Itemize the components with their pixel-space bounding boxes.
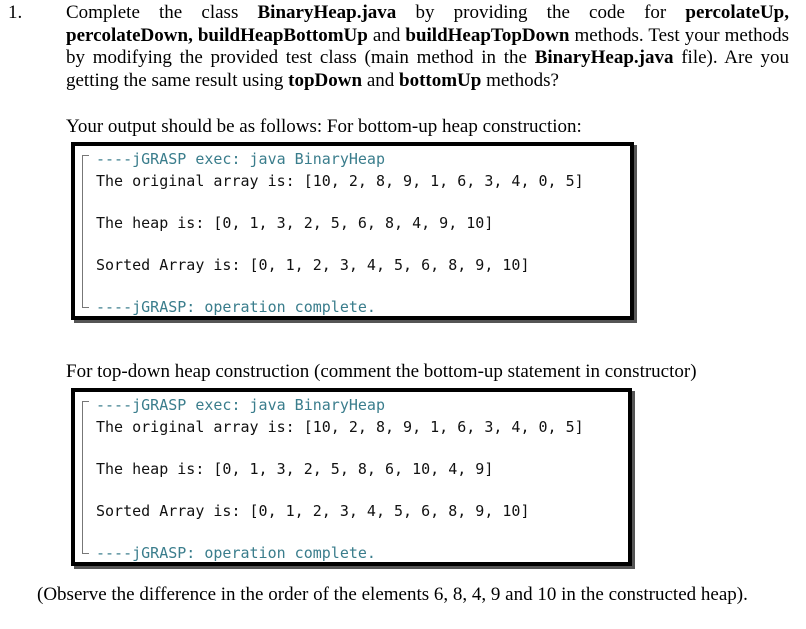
class-name-bold: BinaryHeap.java <box>257 2 397 23</box>
question-text: Complete the class <box>66 2 258 23</box>
question-text: methods. Test your methods by modifying the provided test class (main method in the <box>66 24 790 68</box>
question-text: and <box>362 69 399 91</box>
console-bracket <box>82 155 89 308</box>
bottomup-bold: bottomUp <box>399 69 482 91</box>
question-text: and <box>367 24 406 46</box>
top-down-console-output <box>71 388 632 566</box>
question-text: methods? <box>481 69 559 91</box>
bottom-up-caption: Your output should be as follows: For bottom-up heap construction: <box>66 116 582 137</box>
console-original-array-line: The original array is: [10, 2, 8, 9, 1, 6, 3, 4, 0, 5] <box>96 172 584 190</box>
console-exec-line: ----jGRASP exec: java BinaryHeap <box>96 150 385 168</box>
topdown-bold: topDown <box>288 69 363 91</box>
console-original-array-line: The original array is: [10, 2, 8, 9, 1, 6, 3, 4, 0, 5] <box>96 418 584 436</box>
top-down-caption: For top-down heap construction (comment the bottom-up statement in constructor) <box>66 361 697 382</box>
console-bracket <box>82 401 89 554</box>
question-text: by providing the code for <box>396 2 686 23</box>
method-names-bold: percolateUp, percolateDown, buildHeapBottomUp <box>66 2 789 46</box>
console-sorted-line: Sorted Array is: [0, 1, 2, 3, 4, 5, 6, 8, 9, 10] <box>96 502 530 520</box>
bottom-up-console-output <box>71 142 634 320</box>
console-complete-line: ----jGRASP: operation complete. <box>96 298 376 316</box>
console-sorted-line: Sorted Array is: [0, 1, 2, 3, 4, 5, 6, 8, 9, 10] <box>96 256 530 274</box>
observe-note: (Observe the difference in the order of the elements 6, 8, 4, 9 and 10 in the constructed heap). <box>37 584 748 605</box>
console-exec-line: ----jGRASP exec: java BinaryHeap <box>96 396 385 414</box>
console-heap-line: The heap is: [0, 1, 3, 2, 5, 8, 6, 10, 4, 9] <box>96 460 494 478</box>
console-complete-line: ----jGRASP: operation complete. <box>96 544 376 562</box>
question-text: file). Are you getting the same result using <box>66 47 789 91</box>
question-paragraph <box>66 2 789 92</box>
list-item-number: 1. <box>8 2 23 23</box>
file-name-bold: BinaryHeap.java <box>534 47 674 68</box>
console-heap-line: The heap is: [0, 1, 3, 2, 5, 6, 8, 4, 9, 10] <box>96 214 494 232</box>
method-name-bold: buildHeapTopDown <box>405 24 570 46</box>
